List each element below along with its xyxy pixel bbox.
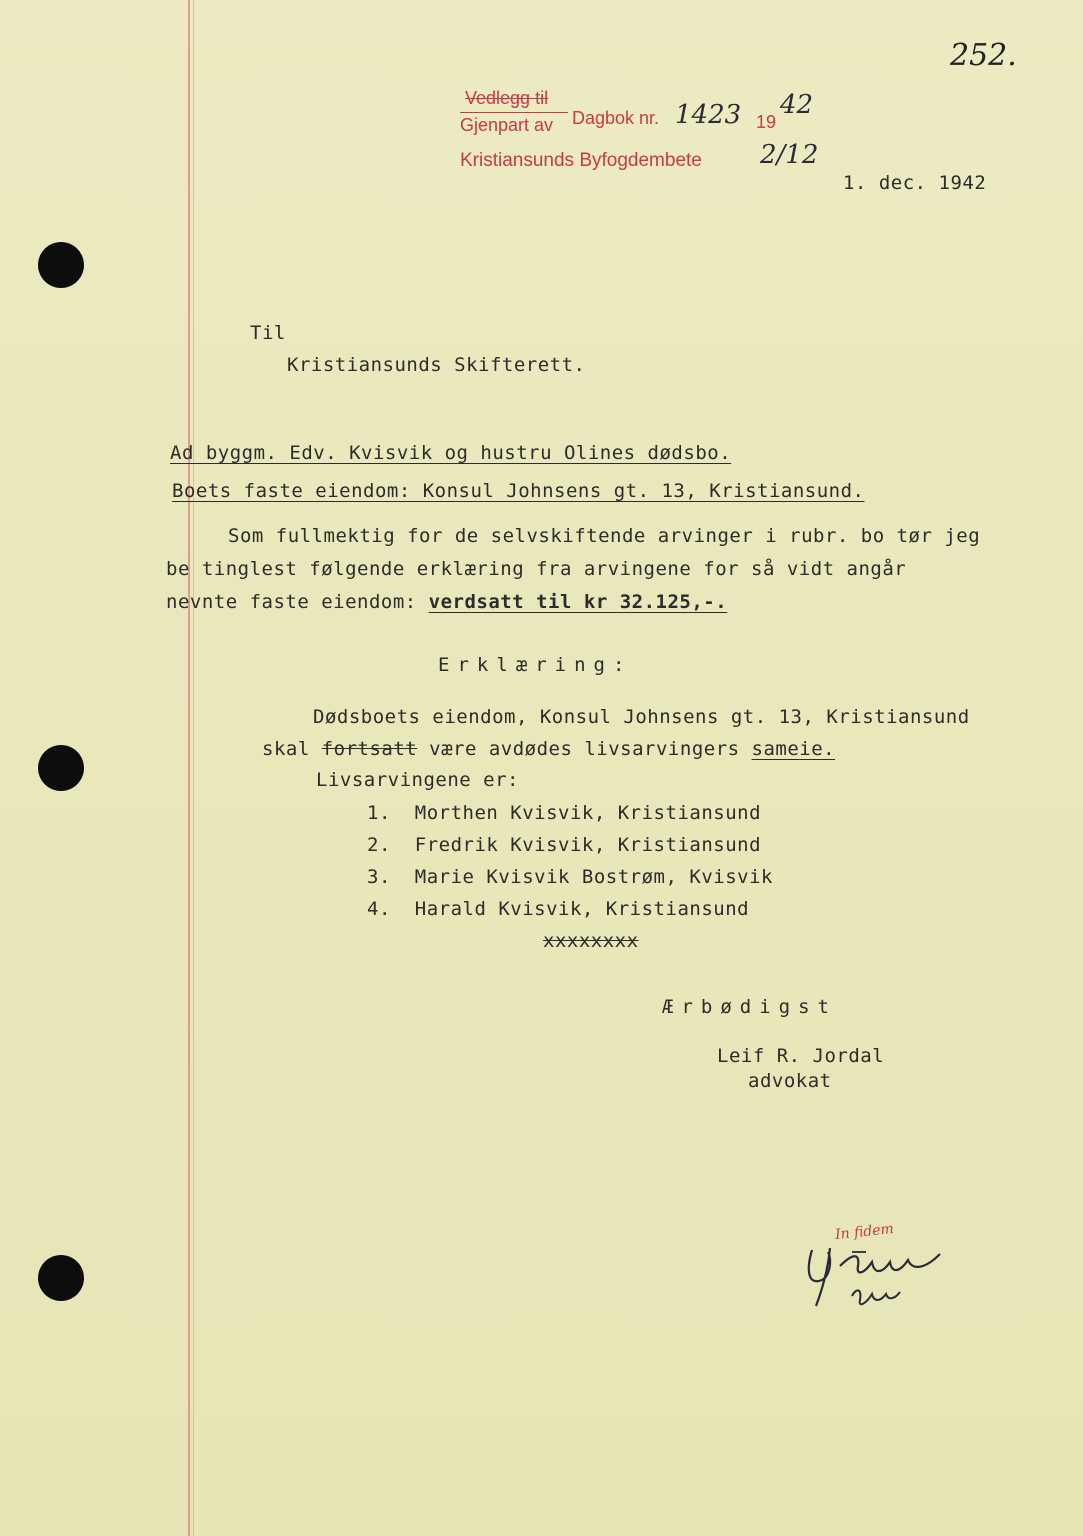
stamp-divider (460, 112, 568, 113)
body-line-3 (166, 591, 727, 613)
stamp-dagbok-label: Dagbok nr. (572, 108, 660, 128)
declaration-line-2-b: være avdødes livsarvingers (417, 738, 752, 760)
margin-line-secondary (193, 0, 194, 1536)
recipient-to: Til (250, 322, 286, 344)
struck-out-mark: xxxxxxxx (543, 930, 639, 952)
heir-number: 1. (367, 802, 391, 824)
in-fidem-stamp: In fidem (834, 1220, 895, 1244)
body-line-2: be tinglest følgende erklæring fra arvingene for så vidt angår (166, 558, 907, 580)
heir-name: Harald Kvisvik, Kristiansund (414, 898, 750, 920)
declaration-line-2-a: skal (262, 738, 322, 760)
punch-hole-bottom (38, 1255, 84, 1301)
subject-line-2: Boets faste eiendom: Konsul Johnsens gt. 13, Kristiansund. (172, 480, 865, 502)
heirs-label: Livsarvingene er: (316, 769, 519, 791)
recipient-name: Kristiansunds Skifterett. (287, 354, 586, 376)
heir-item (367, 898, 749, 920)
signer-name: Leif R. Jordal (717, 1045, 885, 1067)
stamp-vedlegg-til: Vedlegg til (465, 88, 549, 108)
margin-line (188, 0, 190, 1536)
closing-regards: Ærbødigst (662, 996, 837, 1018)
heir-name: Morthen Kvisvik, Kristiansund (414, 802, 762, 824)
heir-name: Fredrik Kvisvik, Kristiansund (414, 834, 762, 856)
body-line-1: Som fullmektig for de selvskiftende arvinger i rubr. bo tør jeg (228, 525, 981, 547)
handwritten-signature (800, 1230, 960, 1320)
heir-item (367, 802, 761, 824)
body-line-3-prefix: nevnte faste eiendom: (166, 591, 429, 613)
stamp-office-name: Kristiansunds Byfogdembete (460, 150, 702, 171)
handwritten-stamp-date: 2/12 (760, 140, 819, 170)
signer-title: advokat (748, 1070, 832, 1092)
struck-word: fortsatt (321, 738, 418, 760)
stamp-year-prefix: 19 (756, 112, 777, 132)
handwritten-year: 42 (780, 90, 814, 120)
heir-item (367, 834, 761, 856)
heir-item (367, 866, 773, 888)
declaration-line-2-c: sameie. (751, 738, 836, 760)
letter-date: 1. dec. 1942 (843, 172, 987, 194)
declaration-heading: Erklæring: (438, 654, 633, 676)
declaration-line-1: Dødsboets eiendom, Konsul Johnsens gt. 13, Kristiansund (313, 706, 970, 728)
valuation-amount: verdsatt til kr 32.125,-. (428, 591, 728, 613)
subject-line-1: Ad byggm. Edv. Kvisvik og hustru Olines dødsbo. (170, 442, 732, 464)
heir-number: 3. (367, 866, 391, 888)
stamp-gjenpart-av: Gjenpart av (460, 115, 554, 135)
page-number: 252. (950, 38, 1017, 73)
punch-hole-middle (38, 745, 84, 791)
heir-name: Marie Kvisvik Bostrøm, Kvisvik (414, 866, 773, 888)
declaration-line-2 (262, 738, 835, 760)
heir-number: 2. (367, 834, 391, 856)
handwritten-dagbok-number: 1423 (675, 100, 742, 130)
punch-hole-top (38, 242, 84, 288)
heir-number: 4. (367, 898, 391, 920)
